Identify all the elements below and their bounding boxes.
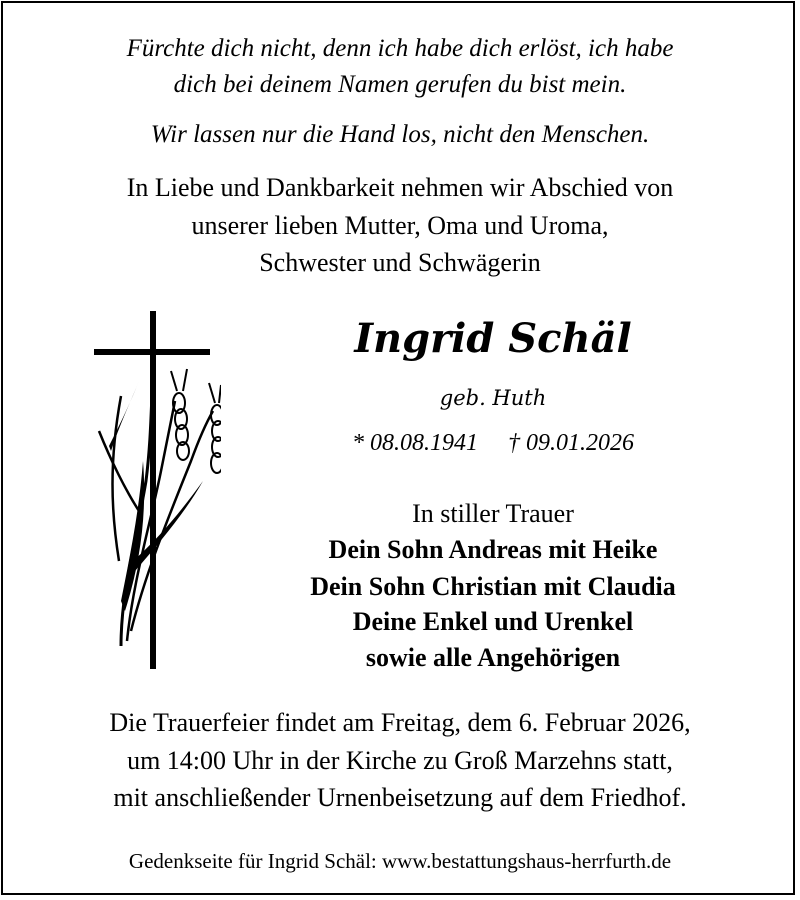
memorial-page-link[interactable]: Gedenkseite für Ingrid Schäl: www.bestattungshaus-herrfurth.de	[128, 849, 672, 873]
birth-date: * 08.08.1941	[352, 430, 478, 456]
funeral-line-3: mit anschließender Urnenbeisetzung auf dem Friedhof.	[113, 783, 687, 812]
mourner-line-4: sowie alle Angehörigen	[365, 643, 621, 672]
death-date: † 09.01.2026	[508, 430, 634, 456]
verse-line-1: Fürchte dich nicht, denn ich habe dich erlöst, ich habe	[126, 35, 674, 62]
funeral-line-1: Die Trauerfeier findet am Freitag, dem 6. Februar 2026,	[109, 708, 691, 737]
verse-line-3: Wir lassen nur die Hand los, nicht den Menschen.	[150, 121, 650, 148]
funeral-line-2: um 14:00 Uhr in der Kirche zu Groß Marzehns statt,	[127, 746, 673, 775]
intro-line-3: Schwester und Schwägerin	[259, 248, 541, 277]
mourner-line-3: Deine Enkel und Urenkel	[352, 607, 634, 636]
life-dates	[293, 430, 693, 457]
mourners-heading: In stiller Trauer	[412, 499, 574, 528]
mourner-line-1: Dein Sohn Andreas mit Heike	[328, 535, 658, 564]
verse-line-2: dich bei deinem Namen gerufen du bist mein.	[173, 71, 627, 98]
intro-line-1: In Liebe und Dankbarkeit nehmen wir Abschied von	[126, 173, 674, 202]
obituary-notice	[1, 1, 795, 895]
intro-line-2: unserer lieben Mutter, Oma und Uroma,	[191, 211, 609, 240]
deceased-name: Ingrid Schäl	[354, 315, 632, 362]
mourner-line-2: Dein Sohn Christian mit Claudia	[310, 572, 676, 601]
birth-name: geb. Huth	[439, 386, 547, 410]
